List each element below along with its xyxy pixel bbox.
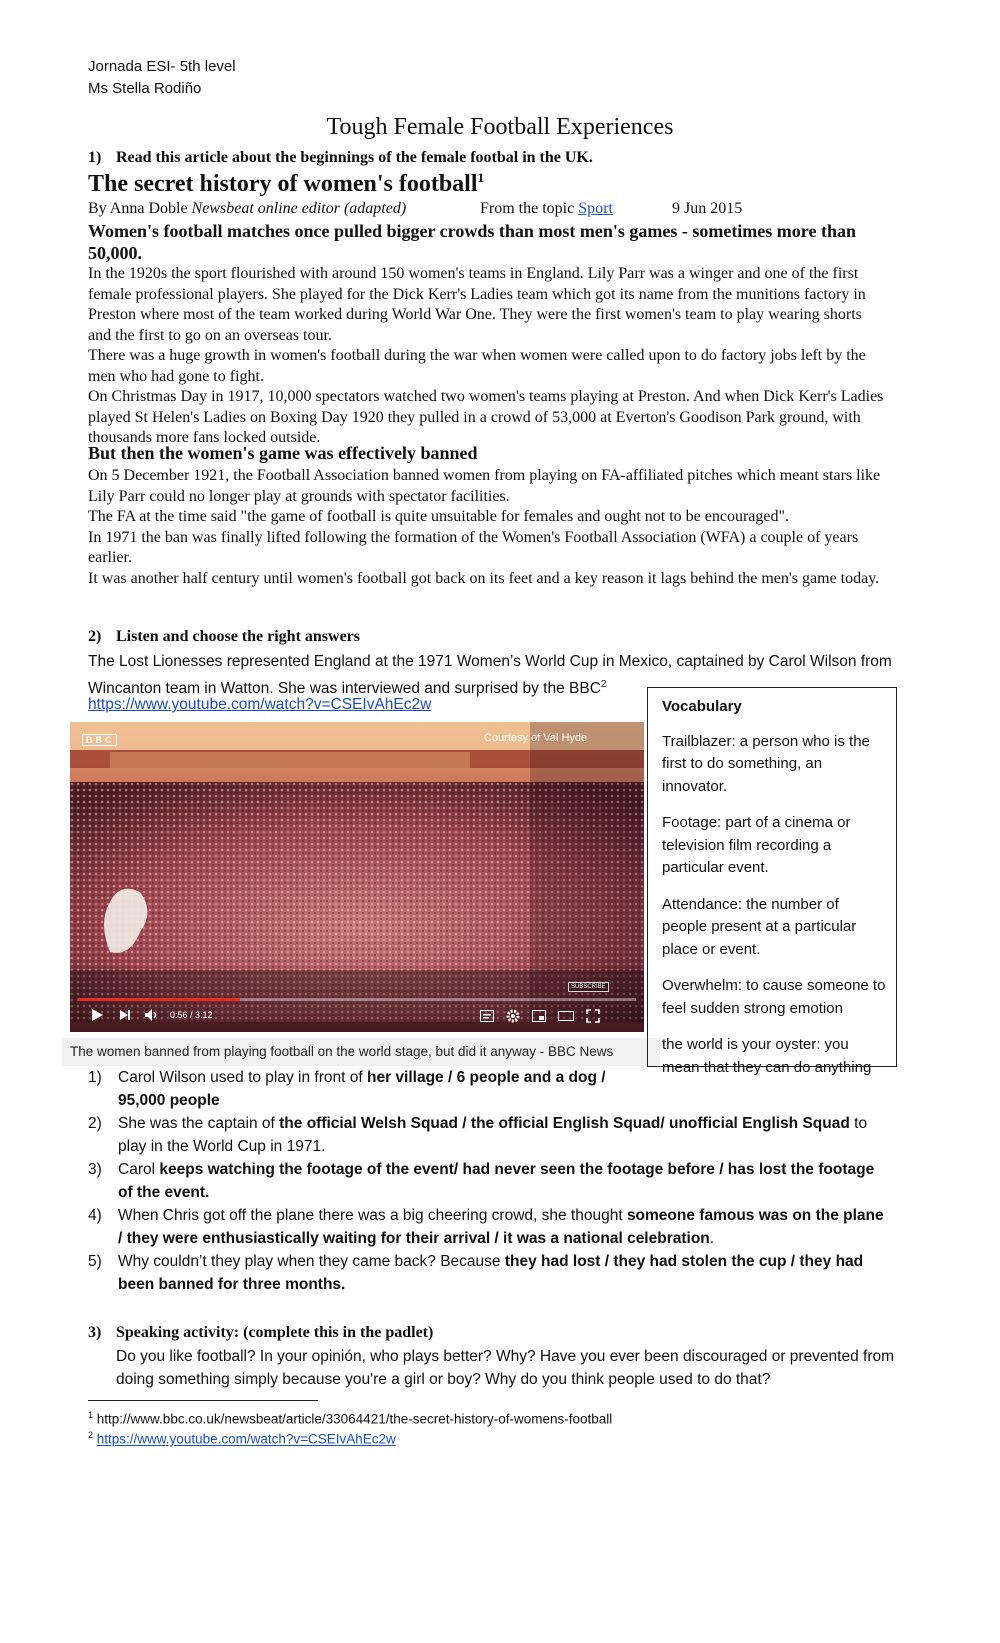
question-number: 1) [88, 1069, 102, 1086]
article-subheading: Women's football matches once pulled bigger crowds than most men's games - sometimes more than 50,000. [88, 221, 856, 263]
byline-role: Newsbeat online editor (adapted) [191, 200, 407, 217]
question-text: Why couldn’t they play when they came back? Because they had lost / they had stolen the cup / they had been banned for three months. [118, 1253, 864, 1293]
question-text: Carol Wilson used to play in front of her village / 6 people and a dog / 95,000 people [118, 1069, 606, 1109]
article-body-b [88, 466, 888, 589]
section-1-number: 1) [88, 149, 102, 166]
volume-icon[interactable] [144, 1008, 160, 1022]
vocabulary-item: Attendance: the number of people present at a particular place or event. [662, 895, 857, 958]
question-4 [88, 1204, 888, 1250]
byline-author: By Anna Doble [88, 200, 188, 217]
section-3-text: Do you like football? In your opinión, who plays better? Why? Have you ever been discouraged or prevented from doing something simply because you're a girl or boy? Why do you think people used to do that? [116, 1348, 895, 1388]
progress-bar-fill [78, 998, 240, 1001]
question-options[interactable]: the official Welsh Squad / the official English Squad/ unofficial English Squad [279, 1115, 850, 1132]
footnote-1 [88, 1410, 612, 1427]
question-number: 2) [88, 1115, 102, 1132]
question-options[interactable]: her village / 6 people and a dog / 95,000 people [118, 1069, 606, 1109]
article-paragraph: On 5 December 1921, the Football Association banned women from playing on FA-affiliated pitches which meant stars like Lily Parr could no longer play at grounds with spectator facilities. [88, 467, 881, 505]
vocabulary-item: Trailblazer: a person who is the first to do something, an innovator. [662, 732, 870, 795]
question-5 [88, 1250, 888, 1296]
question-options[interactable]: they had lost / they had stolen the cup / they had been banned for three months. [118, 1253, 864, 1293]
next-icon[interactable] [118, 1008, 132, 1022]
video-caption: The women banned from playing football on the world stage, but did it anyway - BBC News [62, 1038, 660, 1066]
header-line-2: Ms Stella Rodiño [88, 80, 202, 97]
progress-bar[interactable] [78, 998, 636, 1001]
article-paragraph: There was a huge growth in women's football during the war when women were called upon to do factory jobs left by the men who had gone to fight. [88, 347, 866, 385]
section-2-intro-text: The Lost Lionesses represented England at the 1971 Women’s World Cup in Mexico, captained by Carol Wilson from Wincanton team in Watton. She was interviewed and surprised by the BBC [88, 653, 892, 698]
footnote-ref-2[interactable]: 2 [600, 679, 607, 690]
article-title [88, 170, 484, 198]
topic-prefix: From the topic [480, 200, 575, 217]
question-options[interactable]: someone famous was on the plane / they were enthusiastically waiting for their arrival / it was a national celebration [118, 1207, 884, 1247]
topic-line [480, 200, 613, 218]
header-line-1: Jornada ESI- 5th level [88, 58, 236, 75]
question-options[interactable]: keeps watching the footage of the event/ had never seen the footage before / has lost the footage of the event. [118, 1161, 875, 1201]
video-courtesy: Courtesy of Val Hyde [484, 732, 588, 744]
question-text: Carol keeps watching the footage of the event/ had never seen the footage before / has lost the footage of the event. [118, 1161, 875, 1201]
article-paragraph: In 1971 the ban was finally lifted following the formation of the Women's Football Association (WFA) a couple of years earlier. [88, 528, 859, 566]
video-player[interactable] [70, 722, 644, 1032]
topic-link-sport[interactable]: Sport [578, 200, 613, 217]
youtube-link[interactable]: https://www.youtube.com/watch?v=CSEIvAhEc2w [88, 696, 432, 713]
section-2-instruction: Listen and choose the right answers [116, 628, 361, 645]
settings-gear-icon[interactable] [506, 1009, 520, 1023]
video-frame [70, 722, 644, 1032]
question-2 [88, 1112, 888, 1158]
article-paragraph: On Christmas Day in 1917, 10,000 spectators watched two women's teams playing at Preston. And when Dick Kerr's Ladies played St Helen's Ladies on Boxing Day 1920 they pulled in a crowd of 53,000 at Everton's Goodison Park ground, with thousands more fans locked outside. [88, 388, 884, 446]
bbc-logo [82, 734, 117, 746]
vocabulary-item: Overwhelm: to cause someone to feel sudden strong emotion [662, 977, 886, 1017]
theater-mode-icon[interactable] [558, 1010, 574, 1022]
footnote-2 [88, 1430, 396, 1447]
footnote-url[interactable]: http://www.bbc.co.uk/newsbeat/article/33064421/the-secret-history-of-womens-football [96, 1411, 613, 1427]
article-body-a [88, 264, 888, 449]
section-1-instruction: Read this article about the beginnings of the female footbal in the UK. [116, 149, 593, 166]
footnote-url[interactable]: https://www.youtube.com/watch?v=CSEIvAhEc2w [96, 1431, 396, 1447]
footnote-mark: 1 [88, 1410, 94, 1420]
question-number: 4) [88, 1207, 102, 1224]
section-2-number: 2) [88, 628, 102, 645]
play-icon[interactable] [90, 1008, 104, 1022]
vocabulary-item: Footage: part of a cinema or television film recording a particular event. [662, 814, 851, 876]
captions-icon[interactable] [480, 1010, 494, 1022]
article-subheading-2: But then the women's game was effectively banned [88, 443, 478, 463]
question-text: When Chris got off the plane there was a big cheering crowd, she thought someone famous was on the plane / they were enthusiastically waiting for their arrival / it was a national celebration. [118, 1207, 884, 1247]
article-paragraph: The FA at the time said "the game of football is quite unsuitable for females and ought not to be encouraged". [88, 508, 790, 525]
subscribe-button[interactable]: SUBSCRIBE [568, 982, 609, 992]
bbc-logo-text: BBC [82, 734, 117, 746]
video-time: 0:56 / 3:12 [170, 1010, 213, 1020]
question-number: 3) [88, 1161, 102, 1178]
article-title-text: The secret history of women's football [88, 171, 478, 197]
article-paragraph: It was another half century until women's football got back on its feet and a key reason it lags behind the men's game today. [88, 569, 880, 587]
section-3-number: 3) [88, 1324, 102, 1341]
fullscreen-icon[interactable] [586, 1009, 600, 1023]
question-3 [88, 1158, 888, 1204]
worksheet-title: Tough Female Football Experiences [326, 114, 674, 140]
question-text: She was the captain of the official Welsh Squad / the official English Squad/ unofficial English Squad to play in the World Cup in 1971. [118, 1115, 868, 1155]
byline [88, 200, 406, 218]
question-1 [88, 1066, 608, 1112]
article-paragraph: In the 1920s the sport flourished with around 150 women's teams in England. Lily Parr was a winger and one of the first female professional players. She played for the Dick Kerr's Ladies team which got its name from the munitions factory in Preston where most of the team worked during World War One. They were the first women's team to play wearing shorts and the first to go on an overseas tour. [88, 265, 866, 344]
miniplayer-icon[interactable] [532, 1010, 546, 1022]
question-number: 5) [88, 1253, 102, 1270]
section-3-instruction: Speaking activity: (complete this in the padlet) [116, 1324, 434, 1341]
footnote-separator [88, 1400, 318, 1401]
footnote-ref-1[interactable]: 1 [477, 170, 485, 185]
vocabulary-item: the world is your oyster: you mean that they can do anything [662, 1036, 872, 1076]
footnote-mark: 2 [88, 1430, 94, 1440]
vocabulary-box [647, 687, 897, 1076]
vocabulary-title: Vocabulary [662, 698, 742, 715]
article-date: 9 Jun 2015 [672, 200, 743, 217]
